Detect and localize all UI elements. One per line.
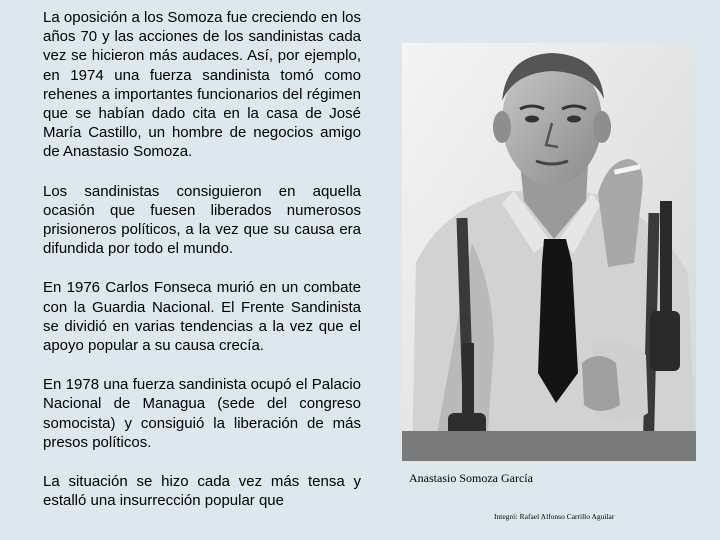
paragraph: La situación se hizo cada vez más tensa y estalló una insurrección popular que: [43, 473, 361, 510]
author-credit: Integró: Rafael Alfonso Carrillo Aguilar: [494, 512, 615, 521]
portrait-illustration: [402, 43, 696, 461]
paragraph: Los sandinistas consiguieron en aquella ocasión que fuesen liberados numerosos prisioneros políticos, a la vez que su causa era difundida por todo el mundo.: [43, 182, 361, 258]
paragraph: En 1978 una fuerza sandinista ocupó el Palacio Nacional de Managua (sede del congreso somocista) y consiguió la liberación de más presos políticos.: [43, 376, 361, 451]
text-column: [43, 8, 361, 530]
portrait-photo: [402, 43, 696, 461]
photo-caption: Anastasio Somoza García: [409, 471, 533, 485]
paragraph: En 1976 Carlos Fonseca murió en un combate con la Guardia Nacional. El Frente Sandinista se dividió en varias tendencias a la vez que el apoyo popular a su causa crecía.: [43, 279, 361, 355]
paragraph: La oposición a los Somoza fue creciendo en los años 70 y las acciones de los sandinistas cada vez se hicieron más audaces. Así, por ejemplo, en 1974 una fuerza sandinista tomó como rehenes a importantes funcionarios del régimen que se habían dado cita en la casa de José María Castillo, un hombre de negocios amigo de Anastasio Somoza.: [43, 9, 361, 161]
